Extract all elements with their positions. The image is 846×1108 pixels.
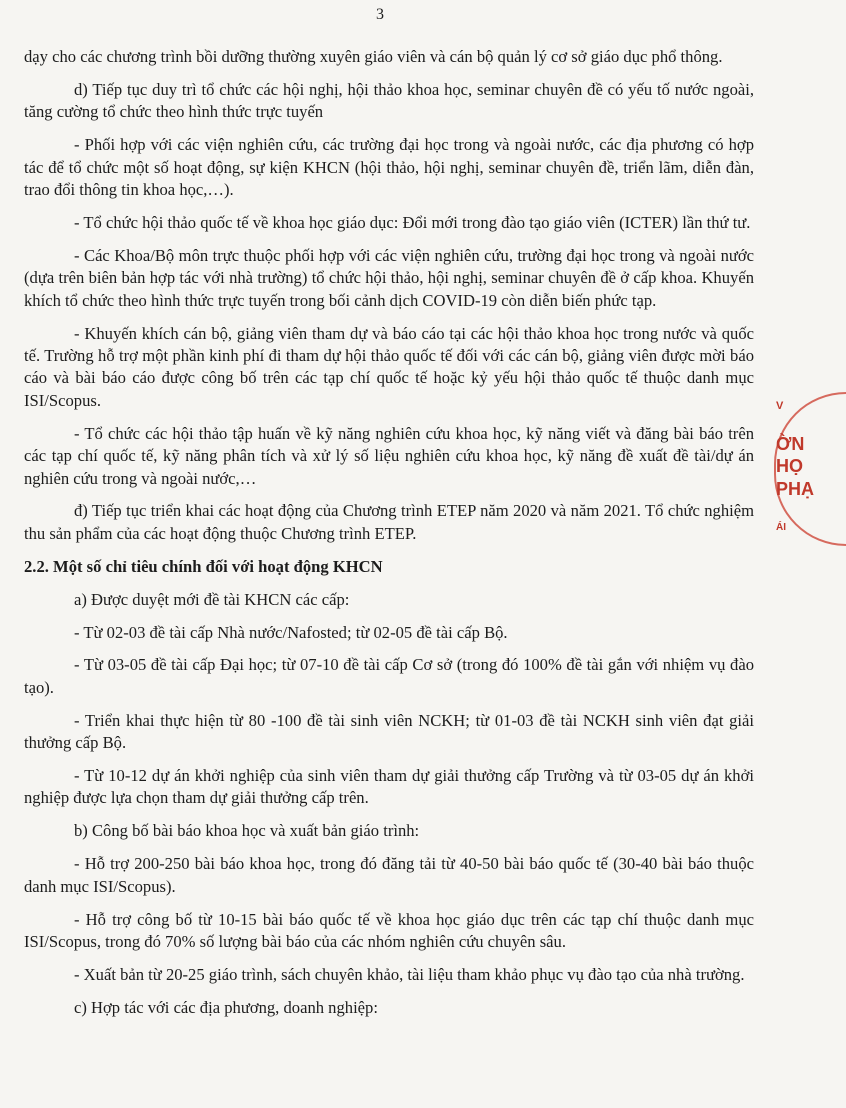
paragraph: - Hỗ trợ 200-250 bài báo khoa học, trong đó đăng tải từ 40-50 bài báo quốc tế (30-40 bài báo thuộc danh mục ISI/Scopus). [24,854,754,896]
paragraph: - Triển khai thực hiện từ 80 -100 đề tài sinh viên NCKH; từ 01-03 đề tài NCKH sinh viên đạt giải thưởng cấp Bộ. [24,710,754,753]
paragraph: - Từ 10-12 dự án khởi nghiệp của sinh viên tham dự giải thưởng cấp Trường và từ 03-05 dự án khởi nghiệp được lựa chọn tham dự giải thưởng cấp trên. [24,766,754,808]
page-number: 3 [376,6,384,23]
stamp-text: PHẠ [776,479,815,499]
stamp-text: HỌ [776,456,803,476]
paragraph: b) Công bố bài báo khoa học và xuất bản giáo trình: [74,821,420,841]
stamp-text: ỜN [776,434,805,454]
paragraph: - Tổ chức hội thảo quốc tế về khoa học giáo dục: Đổi mới trong đào tạo giáo viên (ICTER) lần thứ tư. [74,212,751,232]
paragraph: dạy cho các chương trình bồi dưỡng thường xuyên giáo viên và cán bộ quản lý cơ sở giáo dục phổ thông. [24,47,723,66]
paragraph: - Xuất bản từ 20-25 giáo trình, sách chuyên khảo, tài liệu tham khảo phục vụ đào tạo của nhà trường. [74,964,745,984]
paragraph: a) Được duyệt mới đề tài KHCN các cấp: [74,589,350,609]
paragraph: đ) Tiếp tục triển khai các hoạt động của Chương trình ETEP năm 2020 và năm 2021. Tổ chức nghiệm thu sản phẩm của các hoạt động thuộc Chương trình ETEP. [24,501,754,543]
section-heading: 2.2. Một số chỉ tiêu chính đối với hoạt động KHCN [24,556,383,576]
paragraph: - Phối hợp với các viện nghiên cứu, các trường đại học trong và ngoài nước, các địa phương có hợp tác để tổ chức một số hoạt động, sự kiện KHCN (hội thảo, hội nghị, seminar chuyên đề, triển lãm, diễn đàn, trao đổi thông tin khoa học,…). [24,135,754,200]
paragraph: - Tổ chức các hội thảo tập huấn về kỹ năng nghiên cứu khoa học, kỹ năng viết và đăng bài báo trên các tạp chí quốc tế, kỹ năng phân tích và xử lý số liệu nghiên cứu khoa học, kỹ năng đề xuất đề tài/dự án nghiên cứu trong và ngoài nước,… [24,423,754,488]
stamp-text: ÁI [776,522,786,533]
paragraph: - Từ 03-05 đề tài cấp Đại học; từ 07-10 đề tài cấp Cơ sở (trong đó 100% đề tài gắn với nhiệm vụ đào tạo). [24,655,754,697]
paragraph: - Từ 02-03 đề tài cấp Nhà nước/Nafosted; từ 02-05 đề tài cấp Bộ. [74,622,508,642]
stamp-text: V [776,400,784,412]
official-stamp [770,392,815,542]
paragraph: c) Hợp tác với các địa phương, doanh nghiệp: [74,997,378,1017]
paragraph: d) Tiếp tục duy trì tổ chức các hội nghị, hội thảo khoa học, seminar chuyên đề có yếu tố nước ngoài, tăng cường tổ chức theo hình thức trực tuyến [24,79,754,122]
paragraph: - Các Khoa/Bộ môn trực thuộc phối hợp với các viện nghiên cứu, trường đại học trong và ngoài nước (dựa trên biên bản hợp tác với nhà trường) tổ chức hội thảo, hội nghị, seminar chuyên đề ở cấp khoa. Khuyến khích tổ chức theo hình thức trực tuyến trong bối cảnh dịch COVID-19 còn diễn biến phức tạp. [24,245,754,310]
paragraph: - Khuyến khích cán bộ, giảng viên tham dự và báo cáo tại các hội thảo khoa học trong nước và quốc tế. Trường hỗ trợ một phần kinh phí đi tham dự hội thảo quốc tế đối với các cán bộ, giảng viên được mời báo cáo và bài báo cáo được công bố trên các tạp chí quốc tế hoặc kỷ yếu hội thảo quốc tế thuộc danh mục ISI/Scopus. [24,323,754,410]
document-body [24,46,754,1030]
paragraph: - Hỗ trợ công bố từ 10-15 bài báo quốc tế về khoa học giáo dục trên các tạp chí thuộc danh mục ISI/Scopus, trong đó 70% số lượng bài báo của các nhóm nghiên cứu chuyên sâu. [24,909,754,951]
